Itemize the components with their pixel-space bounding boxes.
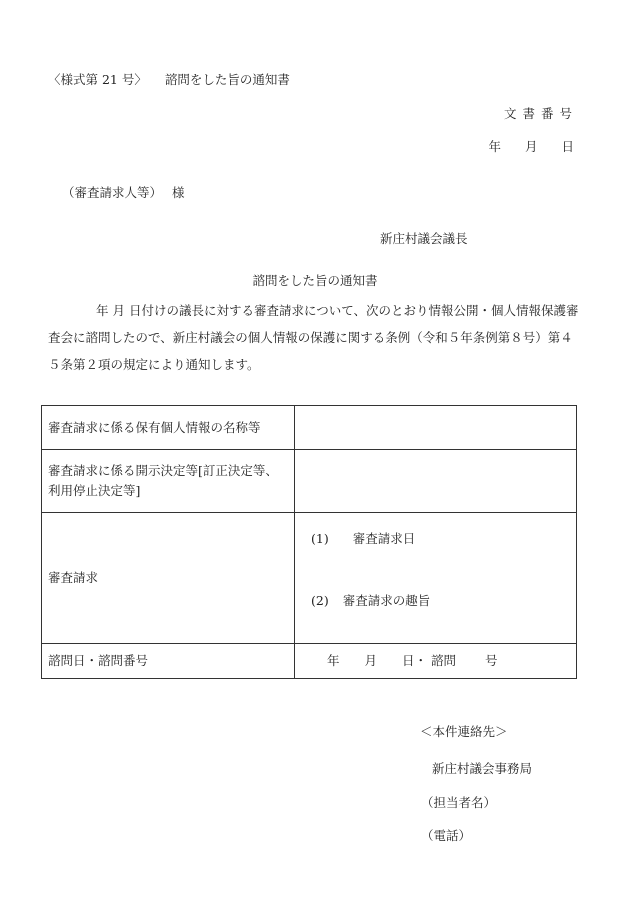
body-paragraph: 年 月 日付けの議長に対する審査請求について、次のとおり情報公開・個人情報保護審査会に諮問したので、新庄村議会の個人情報の保護に関する条例（令和５年条例第８号）第４５条第２項の規定により通知します。	[48, 303, 579, 372]
date-day: 日	[561, 139, 574, 154]
table-row	[42, 450, 577, 513]
addressee	[62, 183, 185, 201]
row2-label: 審査請求に係る開示決定等[訂正決定等、利用停止決定等]	[42, 450, 295, 513]
date-year: 年	[488, 139, 501, 154]
request-date-item	[311, 529, 415, 549]
row1-value	[295, 406, 577, 450]
contact-heading: ＜本件連絡先＞	[420, 724, 508, 739]
table-row	[42, 513, 577, 644]
table-row	[42, 406, 577, 450]
document-title: 諮問をした旨の通知書	[252, 273, 378, 288]
row1-label: 審査請求に係る保有個人情報の名称等	[42, 406, 295, 450]
form-number: 〈様式第 21 号〉	[48, 72, 147, 87]
item-number: (2)	[311, 593, 329, 608]
row3-label: 審査請求	[42, 513, 295, 644]
form-header	[48, 70, 290, 88]
row4-value: 年 月 日・ 諮問 号	[295, 644, 577, 679]
item-number: (1)	[311, 531, 329, 546]
request-date-label: 審査請求日	[352, 531, 416, 546]
row4-label: 諮問日・諮問番号	[42, 644, 295, 679]
request-purpose-item	[311, 591, 430, 611]
contact-person: （担当者名）	[421, 795, 497, 810]
request-purpose-label: 審査請求の趣旨	[342, 593, 431, 608]
info-table	[41, 405, 577, 679]
table-row	[42, 644, 577, 679]
addressee-name: （審査請求人等）	[62, 185, 163, 200]
form-name: 諮問をした旨の通知書	[164, 72, 290, 87]
sender: 新庄村議会議長	[380, 231, 468, 246]
row2-value	[295, 450, 577, 513]
date-month: 月	[524, 139, 538, 154]
document-number-label: 文書番号	[503, 106, 578, 121]
contact-phone: （電話）	[421, 828, 472, 843]
contact-office: 新庄村議会事務局	[432, 761, 533, 776]
date-line	[464, 137, 574, 155]
row3-value	[295, 513, 577, 644]
addressee-honorific: 様	[172, 185, 185, 200]
